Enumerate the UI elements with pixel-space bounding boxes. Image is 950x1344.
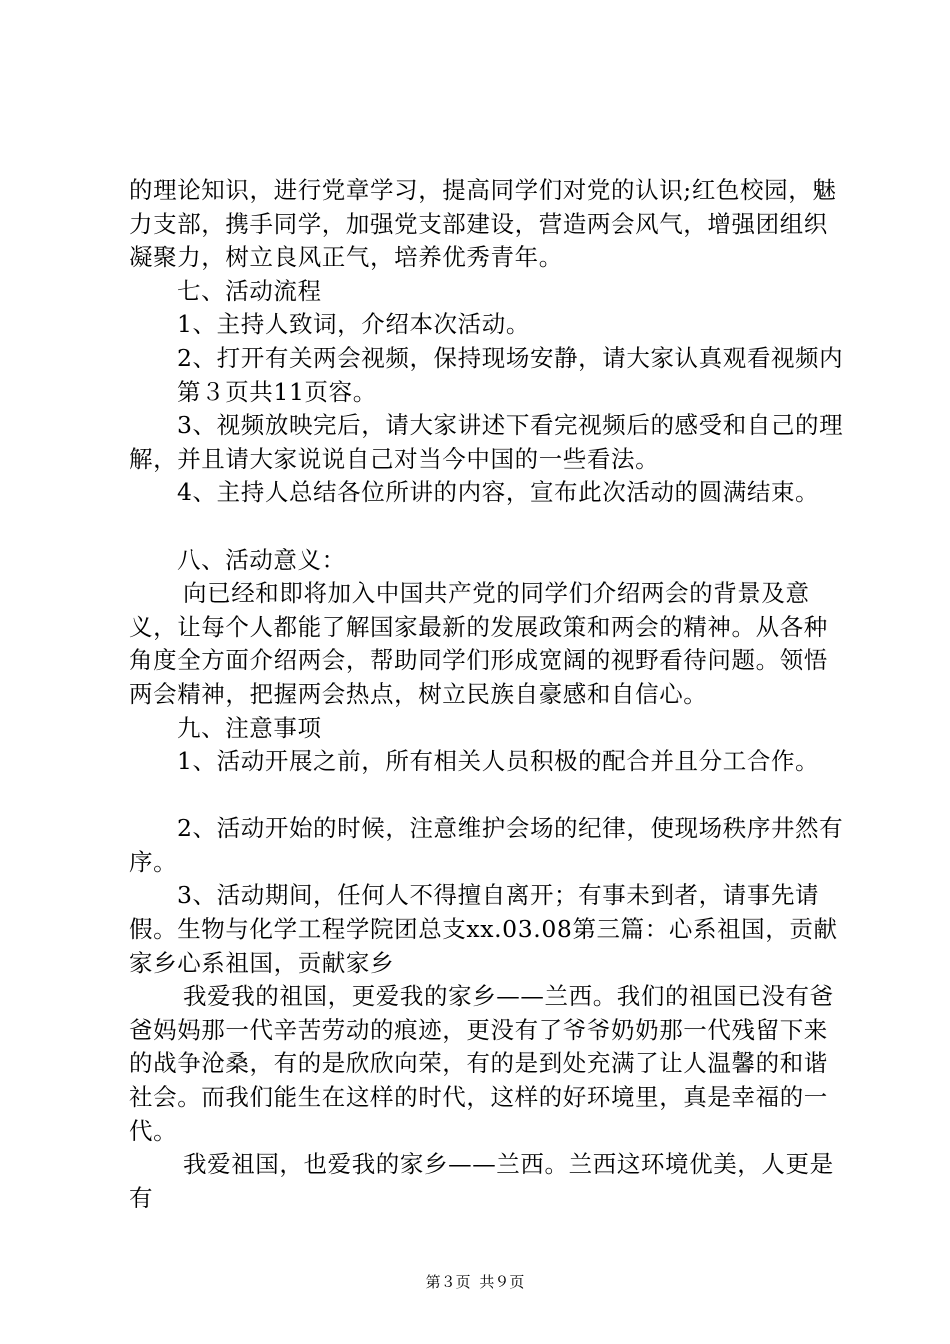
page-footer [0, 1272, 950, 1292]
list-item: 1、主持人致词，介绍本次活动。 [177, 310, 530, 339]
blank-line [129, 510, 849, 544]
page-number: 第３页 [425, 1273, 471, 1291]
paragraph: 的理论知识，进行党章学习，提高同学们对党的认识;红色校园，魅力支部，携手同学，加强党支部建设，营造两会风气，增强团组织凝聚力，树立良风正气，培养优秀青年。 [129, 176, 837, 272]
list-item: 3、视频放映完后，请大家讲述下看完视频后的感受和自己的理解，并且请大家说说自己对当今中国的一些看法。 [129, 411, 844, 473]
document-body [129, 174, 849, 1215]
list-item: 2、打开有关两会视频，保持现场安静，请大家认真观看视频内 [177, 343, 844, 372]
section-heading: 九、注意事项 [177, 713, 322, 742]
blank-line [129, 779, 849, 813]
list-item: 4、主持人总结各位所讲的内容，宣布此次活动的圆满结束。 [177, 478, 820, 507]
list-item: 2、活动开始的时候，注意维护会场的纪律，使现场秩序井然有序。 [129, 814, 844, 876]
paragraph: 我爱我的祖国，更爱我的家乡——兰西。我们的祖国已没有爸爸妈妈那一代辛苦劳动的痕迹，更没有了爷爷奶奶那一代残留下来的战争沧桑，有的是欣欣向荣，有的是到处充满了让人温馨的和谐社会。而我们能生在这样的时代，这样的好环境里，真是幸福的一代。 [129, 982, 834, 1145]
paragraph: 第３页共11页容。 [177, 377, 377, 406]
list-item: 1、活动开展之前，所有相关人员积极的配合并且分工合作。 [177, 747, 820, 776]
section-heading: 八、活动意义： [177, 545, 346, 574]
paragraph: 我爱祖国，也爱我的家乡——兰西。兰西这环境优美，人更是有 [129, 1150, 834, 1212]
list-item: 3、活动期间，任何人不得擅自离开；有事未到者，请事先请假。生物与化学工程学院团总支xx.03.08第三篇：心系祖国，贡献家乡心系祖国，贡献家乡 [129, 881, 838, 977]
page-total: 共９页 [479, 1273, 525, 1291]
section-heading: 七、活动流程 [177, 276, 322, 305]
paragraph: 向已经和即将加入中国共产党的同学们介绍两会的背景及意义，让每个人都能了解国家最新的发展政策和两会的精神。从各种角度全方面介绍两会，帮助同学们形成宽阔的视野看待问题。领悟两会精神，把握两会热点，树立民族自豪感和自信心。 [129, 579, 828, 708]
